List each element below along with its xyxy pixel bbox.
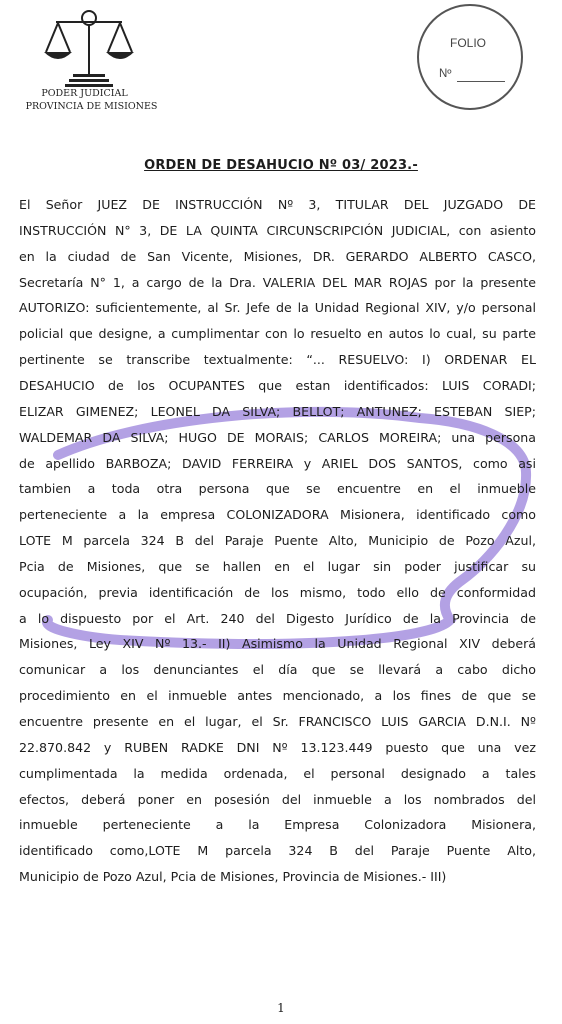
body-line: tambien a toda otra persona que se encuentre en el inmueble [19, 481, 536, 497]
body-line: de apellido BARBOZA; DAVID FERREIRA y ARIEL DOS SANTOS, como asi [19, 455, 536, 471]
body-line: ocupación, previa identificación de los mismo, todo ello de conformidad [19, 584, 536, 600]
body-line: INSTRUCCIÓN N° 3, DE LA QUINTA CIRCUNSCRIPCIÓN JUDICIAL, con asiento [19, 222, 536, 238]
body-line: 22.870.842 y RUBEN RADKE DNI Nº 13.123.449 puesto que una vez [19, 739, 536, 755]
folio-label: FOLIO [450, 36, 487, 50]
body-line: Misiones, Ley XIV Nº 13.- II) Asimismo la Unidad Regional XIV deberá [19, 636, 536, 652]
body-line: inmueble perteneciente a la Empresa Colonizadora Misionera, [19, 817, 536, 833]
body-line: comunicar a los denunciantes el día que se llevará a cabo dicho [19, 662, 536, 678]
body-line: policial que designe, a cumplimentar con lo resuelto en autos lo cual, su parte [19, 326, 536, 342]
body-line: WALDEMAR DA SILVA; HUGO DE MORAIS; CARLOS MOREIRA; una persona [19, 429, 536, 445]
document-title: ORDEN DE DESAHUCIO Nº 03/ 2023.- [144, 158, 418, 173]
body-line: LOTE M parcela 324 B del Paraje Puente Alto, Municipio de Pozo Azul, [19, 533, 536, 549]
body-line: identificado como,LOTE M parcela 324 B del Paraje Puente Alto, [19, 843, 536, 859]
body-line: Municipio de Pozo Azul, Pcia de Misiones, Provincia de Misiones.- III) [19, 869, 447, 885]
body-line: encuentre presente en el lugar, el Sr. FRANCISCO LUIS GARCIA D.N.I. Nº [19, 714, 536, 729]
body-line: en la ciudad de San Vicente, Misiones, DR. GERARDO ALBERTO CASCO, [19, 248, 536, 264]
org-name-line1: PODER JUDICIAL [41, 88, 128, 99]
folio-number-label: Nº [439, 68, 452, 80]
body-line: AUTORIZO: suficientemente, al Sr. Jefe de la Unidad Regional XIV, y/o personal [19, 300, 536, 316]
body-line: El Señor JUEZ DE INSTRUCCIÓN Nº 3, TITULAR DEL JUZGADO DE [19, 197, 536, 212]
body-line: DESAHUCIO de los OCUPANTES que estan identificados: LUIS CORADI; [19, 377, 536, 393]
page-number: 1 [277, 1001, 285, 1015]
body-line: cumplimentada la medida ordenada, el personal designado a tales [19, 765, 536, 781]
body-line: Secretaría N° 1, a cargo de la Dra. VALERIA DEL MAR ROJAS por la presente [19, 274, 536, 290]
body-line: perteneciente a la empresa COLONIZADORA Misionera, identificado como [19, 507, 536, 523]
body-line: a lo dispuesto por el Art. 240 del Digesto Jurídico de la Provincia de [19, 610, 536, 626]
org-name-line2: PROVINCIA DE MISIONES [25, 101, 158, 112]
body-line: pertinente se transcribe textualmente: “... RESUELVO: I) ORDENAR EL [19, 352, 536, 368]
body-line: procedimiento en el inmueble antes mencionado, a los fines de que se [19, 688, 536, 704]
body-line: efectos, deberá poner en posesión del inmueble a los nombrados del [19, 791, 536, 807]
body-line: ELIZAR GIMENEZ; LEONEL DA SILVA; BELLOT; ANTUNEZ; ESTEBAN SIEP; [19, 403, 536, 419]
body-line: Pcia de Misiones, que se hallen en el lugar sin poder justificar su [19, 558, 536, 574]
